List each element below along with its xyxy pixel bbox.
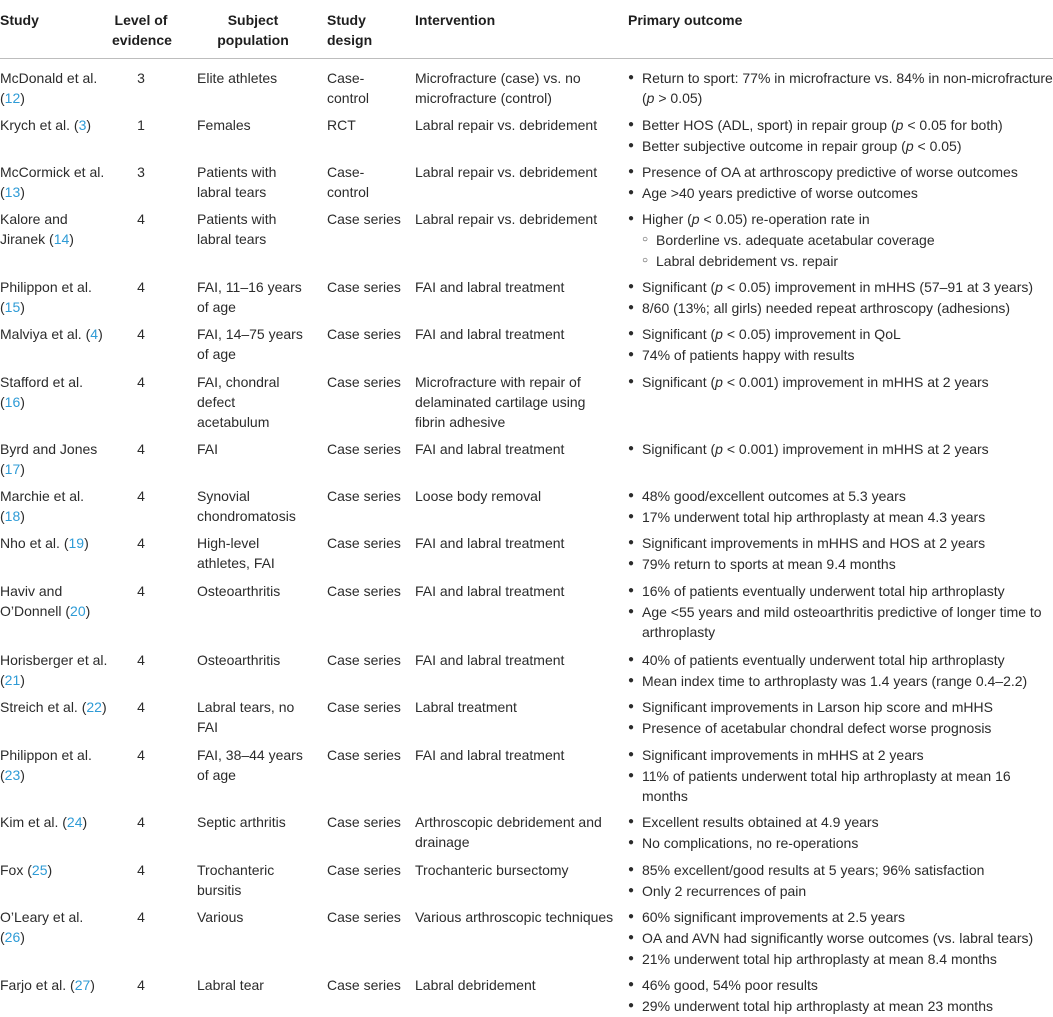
cell-level: 4 [137,535,145,551]
cell-level: 4 [137,814,145,830]
cell-intervention: FAI and labral treatment [415,583,565,599]
outcome-item: ● Significant (p < 0.05) improvement in mHHS (57–91 at 3 years) [628,277,1053,297]
outcome-item: ● Significant (p < 0.001) improvement in mHHS at 2 years [628,372,1053,392]
outcome-list [628,812,1053,853]
outcome-list [628,162,1053,203]
cell-level: 4 [137,977,145,993]
cell-subject: Patients with labral tears [197,211,277,247]
cell-design: Case series [327,977,401,993]
reference-link[interactable]: 26 [4,929,21,945]
outcome-list [628,115,1053,156]
outcome-item: ● Better subjective outcome in repair group (p < 0.05) [628,136,1053,156]
header-primary-outcome: Primary outcome [628,12,743,28]
cell-level: 4 [137,862,145,878]
outcome-list [628,372,1053,392]
outcome-list [628,975,1053,1016]
outcome-item: ● 79% return to sports at mean 9.4 months [628,554,1053,574]
cell-intervention: FAI and labral treatment [415,747,565,763]
outcome-item: ● 85% excellent/good results at 5 years; 96% satisfaction [628,860,1053,880]
outcome-list [628,324,1053,365]
reference-link[interactable]: 12 [4,90,21,106]
cell-intervention: Microfracture (case) vs. no microfracture (control) [415,70,581,106]
outcome-item: ● Only 2 recurrences of pain [628,881,1053,901]
cell-outcome [628,486,1053,528]
cell-outcome [628,68,1053,109]
cell-design: Case series [327,862,401,878]
study-name: Farjo et al. [0,977,71,993]
cell-subject: Various [197,909,244,925]
study-name: Haviv and O’Donnell [0,583,66,619]
study-name: Fox [0,862,28,878]
study-name: Marchie et al. [0,488,85,504]
outcome-item: ● Mean index time to arthroplasty was 1.4 years (range 0.4–2.2) [628,671,1053,691]
cell-study: Marchie et al. (18) [0,488,85,524]
reference-link[interactable]: 14 [53,231,70,247]
cell-outcome [628,907,1053,970]
outcome-sublist [628,230,1053,271]
cell-design: Case series [327,699,401,715]
reference-link[interactable]: 3 [78,117,87,133]
cell-subject: Trochanteric bursitis [197,862,275,898]
cell-outcome [628,975,1053,1017]
cell-study: McCormick et al. (13) [0,164,105,200]
reference-link[interactable]: 22 [86,699,102,715]
cell-subject: Septic arthritis [197,814,286,830]
cell-design: Case series [327,909,401,925]
study-name: Stafford et al. [0,374,84,390]
cell-outcome [628,697,1053,739]
cell-design: Case-control [327,164,370,200]
cell-study: Streich et al. (22) [0,699,107,715]
cell-outcome [628,324,1053,366]
cell-level: 4 [137,326,145,342]
cell-study: O’Leary et al. (26) [0,909,84,945]
cell-outcome [628,372,1053,393]
cell-study: Byrd and Jones (17) [0,441,98,477]
cell-outcome [628,745,1053,807]
reference-link[interactable]: 18 [4,508,21,524]
cell-level: 4 [137,441,145,457]
study-name: Horisberger et al. [0,652,108,668]
cell-design: Case series [327,814,401,830]
outcome-item: ● 74% of patients happy with results [628,345,1053,365]
reference-link[interactable]: 19 [68,535,85,551]
study-name: McDonald et al. [0,70,98,86]
cell-study: Stafford et al. (16) [0,374,84,410]
outcome-item: ● Age <55 years and mild osteoarthritis predictive of longer time to arthroplasty [628,602,1053,642]
outcome-list [628,209,1053,229]
cell-subject: FAI, 11–16 years of age [197,279,302,315]
cell-intervention: Labral repair vs. debridement [415,117,598,133]
cell-intervention: FAI and labral treatment [415,441,565,457]
header-intervention: Intervention [415,12,496,28]
table-header [0,0,1053,59]
cell-outcome [628,812,1053,854]
cell-intervention: Arthroscopic debridement and drainage [415,814,602,850]
cell-design: Case series [327,583,401,599]
cell-study: Philippon et al. (15) [0,279,92,315]
cell-intervention: Loose body removal [415,488,542,504]
reference-link[interactable]: 16 [4,394,21,410]
cell-design: Case series [327,652,401,668]
cell-outcome [628,209,1053,272]
outcome-item: ● Significant (p < 0.05) improvement in QoL [628,324,1053,344]
outcome-list [628,277,1053,318]
outcome-item: ● Significant (p < 0.001) improvement in mHHS at 2 years [628,439,1053,459]
cell-design: Case series [327,441,401,457]
cell-subject: FAI, 14–75 years of age [197,326,303,362]
outcome-item: ● Excellent results obtained at 4.9 years [628,812,1053,832]
cell-outcome [628,581,1053,643]
cell-level: 3 [137,70,145,86]
cell-subject: Osteoarthritis [197,652,281,668]
reference-link[interactable]: 24 [66,814,83,830]
cell-subject: Labral tear [197,977,264,993]
outcome-item: ● Presence of acetabular chondral defect worse prognosis [628,718,1053,738]
outcome-item: ● 40% of patients eventually underwent total hip arthroplasty [628,650,1053,670]
outcome-item: ● OA and AVN had significantly worse outcomes (vs. labral tears) [628,928,1053,948]
study-name: Nho et al. [0,535,64,551]
cell-design: Case-control [327,70,370,106]
cell-subject: FAI [197,441,219,457]
cell-design: Case series [327,326,401,342]
outcome-item: ● 16% of patients eventually underwent total hip arthroplasty [628,581,1053,601]
cell-design: Case series [327,535,401,551]
cell-level: 4 [137,279,145,295]
outcome-list [628,697,1053,738]
outcome-item: ● 17% underwent total hip arthroplasty at mean 4.3 years [628,507,1053,527]
outcome-list [628,907,1053,969]
cell-study: Horisberger et al. (21) [0,652,108,688]
reference-link[interactable]: 25 [31,862,48,878]
cell-study: Malviya et al. (4) [0,326,103,342]
cell-study: McDonald et al. (12) [0,70,98,106]
outcome-list [628,745,1053,806]
cell-design: Case series [327,374,401,390]
cell-design: Case series [327,279,401,295]
cell-study: Philippon et al. (23) [0,747,92,783]
outcome-item: ● 46% good, 54% poor results [628,975,1053,995]
cell-outcome [628,162,1053,204]
cell-outcome [628,650,1053,692]
outcome-item: ● Higher (p < 0.05) re-operation rate in [628,209,1053,229]
outcome-item: ● No complications, no re-operations [628,833,1053,853]
header-subject-population: Subject population [217,12,289,48]
outcome-item: ● 29% underwent total hip arthroplasty at mean 23 months [628,996,1053,1016]
cell-study: Kim et al. (24) [0,814,88,830]
cell-outcome [628,439,1053,460]
cell-design: Case series [327,488,401,504]
study-name: Philippon et al. [0,747,92,763]
outcome-list [628,860,1053,901]
cell-study: Nho et al. (19) [0,535,89,551]
cell-intervention: FAI and labral treatment [415,279,565,295]
cell-level: 4 [137,652,145,668]
outcome-subitem: ○ Labral debridement vs. repair [628,251,1053,271]
outcome-list [628,581,1053,642]
cell-level: 4 [137,699,145,715]
outcome-item: ● 21% underwent total hip arthroplasty at mean 8.4 months [628,949,1053,969]
outcome-item: ● Significant improvements in Larson hip score and mHHS [628,697,1053,717]
study-name: Malviya et al. [0,326,86,342]
reference-link[interactable]: 17 [4,461,21,477]
reference-link[interactable]: 15 [4,299,21,315]
study-name: McCormick et al. [0,164,105,180]
outcome-item: ● 11% of patients underwent total hip arthroplasty at mean 16 months [628,766,1053,806]
cell-level: 4 [137,747,145,763]
cell-study: Haviv and O’Donnell (20) [0,583,91,619]
cell-intervention: FAI and labral treatment [415,535,565,551]
study-name: Krych et al. [0,117,74,133]
study-name: Byrd and Jones [0,441,98,457]
reference-link[interactable]: 27 [74,977,91,993]
outcome-item: ● Better HOS (ADL, sport) in repair group (p < 0.05 for both) [628,115,1053,135]
outcome-list [628,439,1053,459]
cell-intervention: Various arthroscopic techniques [415,909,614,925]
cell-intervention: Trochanteric bursectomy [415,862,569,878]
study-name: Streich et al. [0,699,82,715]
study-name: Kim et al. [0,814,63,830]
outcome-item: ● 48% good/excellent outcomes at 5.3 years [628,486,1053,506]
cell-level: 3 [137,164,145,180]
cell-intervention: FAI and labral treatment [415,326,565,342]
cell-subject: Labral tears, no FAI [197,699,295,735]
reference-link[interactable]: 20 [70,603,86,619]
outcome-item: ● Return to sport: 77% in microfracture vs. 84% in non-microfracture (p > 0.05) [628,68,1053,108]
cell-subject: Elite athletes [197,70,278,86]
cell-level: 4 [137,583,145,599]
cell-subject: High-level athletes, FAI [197,535,275,571]
outcome-item: ● 8/60 (13%; all girls) needed repeat arthroscopy (adhesions) [628,298,1053,318]
cell-study: Fox (25) [0,862,53,878]
outcome-subitem: ○ Borderline vs. adequate acetabular coverage [628,230,1053,250]
outcome-item: ● Significant improvements in mHHS and HOS at 2 years [628,533,1053,553]
cell-subject: Females [197,117,251,133]
cell-level: 4 [137,909,145,925]
cell-design: RCT [327,117,356,133]
outcome-list [628,533,1053,574]
reference-link[interactable]: 4 [90,326,99,342]
cell-intervention: FAI and labral treatment [415,652,565,668]
cell-level: 4 [137,488,145,504]
header-level-of-evidence: Level of evidence [112,12,172,48]
reference-link[interactable]: 21 [4,672,21,688]
outcome-item: ● Age >40 years predictive of worse outcomes [628,183,1053,203]
outcome-item: ● 60% significant improvements at 2.5 years [628,907,1053,927]
reference-link[interactable]: 23 [4,767,21,783]
study-name: O’Leary et al. [0,909,84,925]
cell-outcome [628,115,1053,157]
outcome-list [628,68,1053,108]
cell-subject: Osteoarthritis [197,583,281,599]
outcome-item: ● Significant improvements in mHHS at 2 years [628,745,1053,765]
cell-level: 4 [137,374,145,390]
outcome-list [628,650,1053,691]
cell-outcome [628,533,1053,575]
cell-outcome [628,277,1053,319]
outcome-item: ● Presence of OA at arthroscopy predictive of worse outcomes [628,162,1053,182]
cell-outcome [628,860,1053,902]
header-study-design: Study design [327,12,373,48]
cell-design: Case series [327,747,401,763]
header-study: Study [0,12,39,28]
cell-study: Krych et al. (3) [0,117,92,133]
cell-level: 4 [137,211,145,227]
cell-intervention: Labral debridement [415,977,536,993]
cell-design: Case series [327,211,401,227]
cell-level: 1 [137,117,145,133]
cell-subject: FAI, chondral defect acetabulum [197,374,280,430]
cell-intervention: Microfracture with repair of delaminated cartilage using fibrin adhesive [415,374,586,430]
cell-intervention: Labral repair vs. debridement [415,211,598,227]
cell-intervention: Labral treatment [415,699,517,715]
cell-study: Farjo et al. (27) [0,977,95,993]
reference-link[interactable]: 13 [4,184,21,200]
cell-study: Kalore and Jiranek (14) [0,211,74,247]
study-name: Philippon et al. [0,279,92,295]
outcome-list [628,486,1053,527]
cell-subject: FAI, 38–44 years of age [197,747,303,783]
study-name: Kalore and Jiranek [0,211,68,247]
cell-subject: Patients with labral tears [197,164,277,200]
cell-intervention: Labral repair vs. debridement [415,164,598,180]
cell-subject: Synovial chondromatosis [197,488,296,524]
